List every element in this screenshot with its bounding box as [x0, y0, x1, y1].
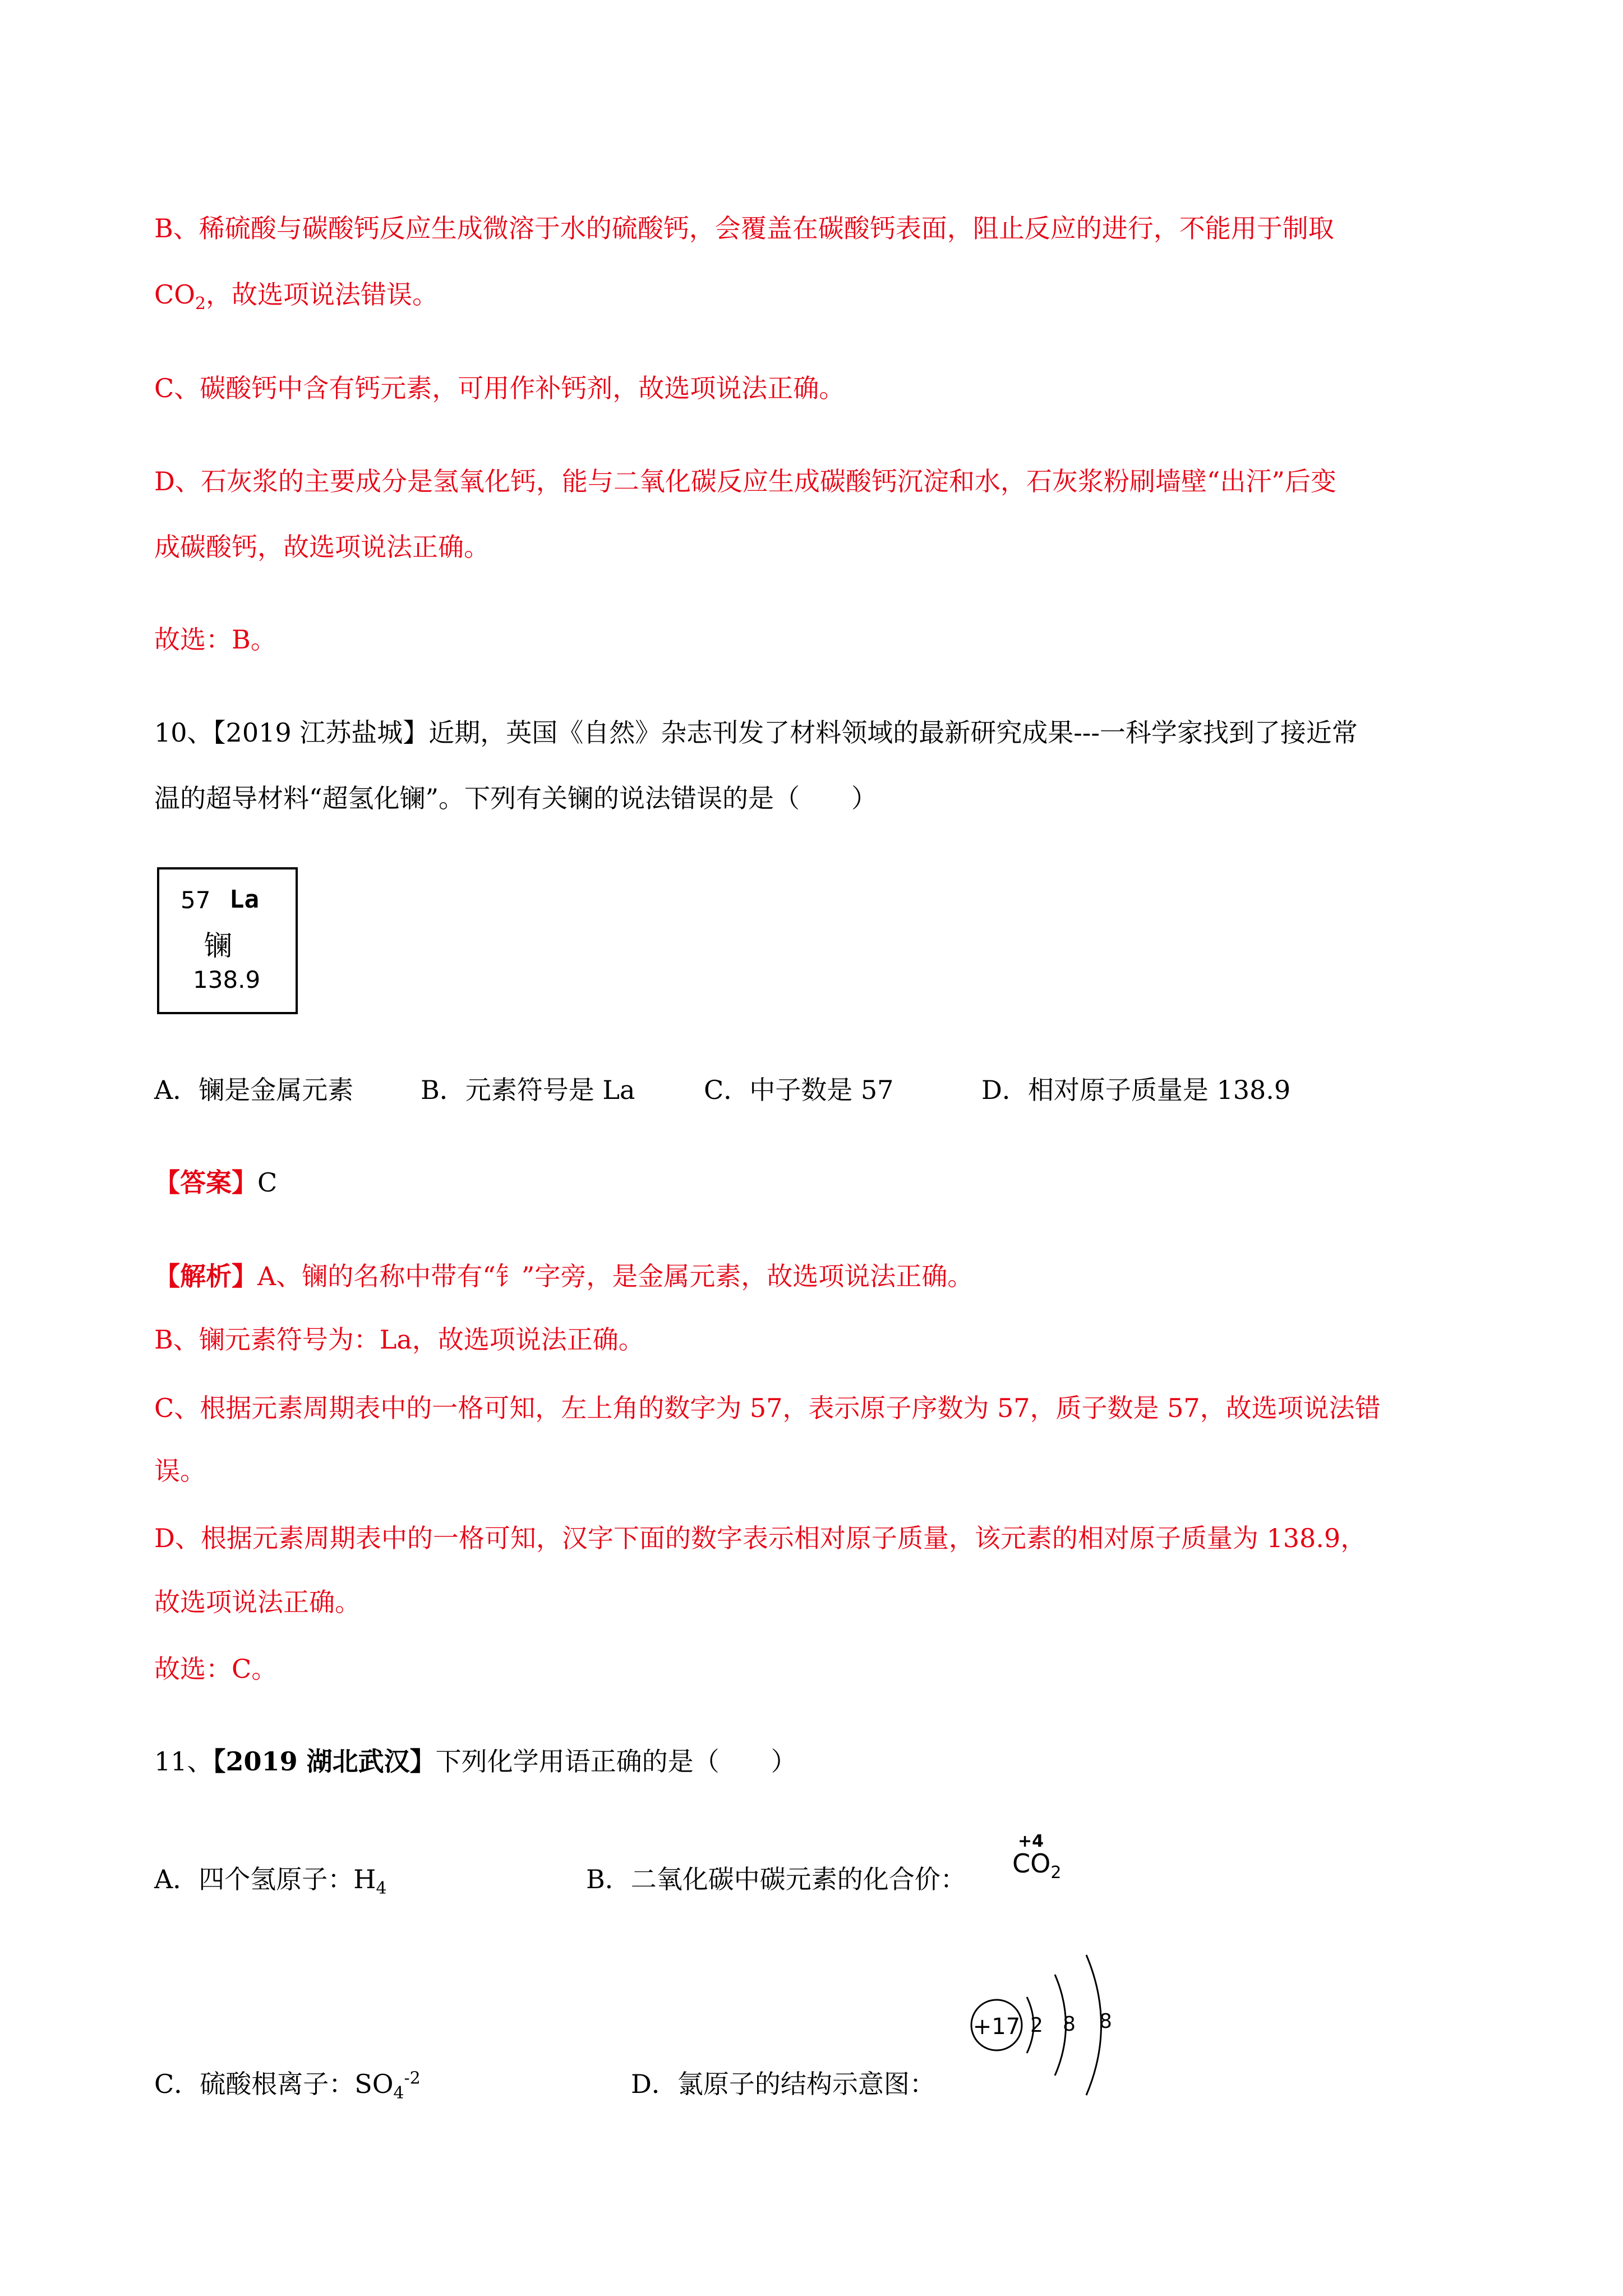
- co2-valence: +4: [1018, 1832, 1044, 1851]
- q10-analysis-c-line1: C、根据元素周期表中的一格可知，左上角的数字为 57，表示原子序数为 57，质子数是 57，故选项说法错: [154, 1393, 1381, 1423]
- nucleus-charge: +17: [972, 2014, 1021, 2040]
- q10-analysis-c-line2: 误。: [154, 1456, 206, 1486]
- chlorine-atom-structure-diagram: [962, 1941, 1130, 2104]
- q9-analysis-d-line2: 成碳酸钙，故选项说法正确。: [154, 532, 490, 562]
- q9-choice: 故选：B。: [154, 624, 276, 655]
- q10-option-a: A．镧是金属元素: [154, 1075, 354, 1105]
- q10-choice: 故选：C。: [154, 1654, 278, 1684]
- shell-1-electrons: 2: [1030, 2014, 1043, 2037]
- q9-analysis-c: C、碳酸钙中含有钙元素，可用作补钙剂，故选项说法正确。: [154, 373, 845, 403]
- q9-analysis-b-line2: $CO_2$，故选项说法错误。: [154, 279, 439, 314]
- q10-answer: 【答案】C: [154, 1167, 278, 1198]
- q10-stem-line2: 温的超导材料“超氢化镧”。下列有关镧的说法错误的是（ ）: [154, 783, 878, 813]
- q10-option-c: C．中子数是 57: [704, 1075, 894, 1105]
- element-name: 镧: [204, 930, 232, 962]
- q10-analysis-a: 【解析】A、镧的名称中带有“钅”字旁，是金属元素，故选项说法正确。: [154, 1261, 974, 1291]
- q11-option-a: A．四个氢原子：$H_4$: [154, 1864, 387, 1899]
- q10-analysis-b: B、镧元素符号为：La，故选项说法正确。: [154, 1324, 644, 1355]
- q11-option-d: D．氯原子的结构示意图：: [631, 2069, 935, 2099]
- q10-option-d: D．相对原子质量是 138.9: [981, 1075, 1291, 1105]
- q9-analysis-d-line1: D、石灰浆的主要成分是氢氧化钙，能与二氧化碳反应生成碳酸钙沉淀和水，石灰浆粉刷墙壁“出汗”后变: [154, 466, 1336, 496]
- q10-analysis-d-line1: D、根据元素周期表中的一格可知，汉字下面的数字表示相对原子质量，该元素的相对原子质量为 138.9，: [154, 1523, 1367, 1553]
- atomic-number: 57: [181, 886, 211, 914]
- element-symbol: La: [229, 885, 259, 914]
- shell-2-electrons: 8: [1063, 2013, 1076, 2036]
- q11-option-b: B．二氧化碳中碳元素的化合价：: [586, 1864, 966, 1894]
- atomic-mass: 138.9: [193, 966, 261, 993]
- q10-stem-line1: 10、【2019 江苏盐城】近期，英国《自然》杂志刊发了材料领域的最新研究成果---一科学家找到了接近常: [154, 717, 1358, 748]
- co2-formula: $CO_2$: [1012, 1848, 1062, 1883]
- q10-analysis-d-line2: 故选项说法正确。: [154, 1587, 361, 1617]
- q10-option-b: B．元素符号是 La: [421, 1075, 635, 1105]
- lanthanum-element-card: [157, 867, 298, 1014]
- q11-stem: 11、【2019 湖北武汉】下列化学用语正确的是（ ）: [154, 1746, 797, 1777]
- q11-option-c: C．硫酸根离子：$SO_4^{-2}$: [154, 2068, 421, 2104]
- shell-3-electrons: 8: [1099, 2010, 1112, 2033]
- q9-analysis-b-line1: B、稀硫酸与碳酸钙反应生成微溶于水的硫酸钙，会覆盖在碳酸钙表面，阻止反应的进行，不能用于制取: [154, 213, 1334, 243]
